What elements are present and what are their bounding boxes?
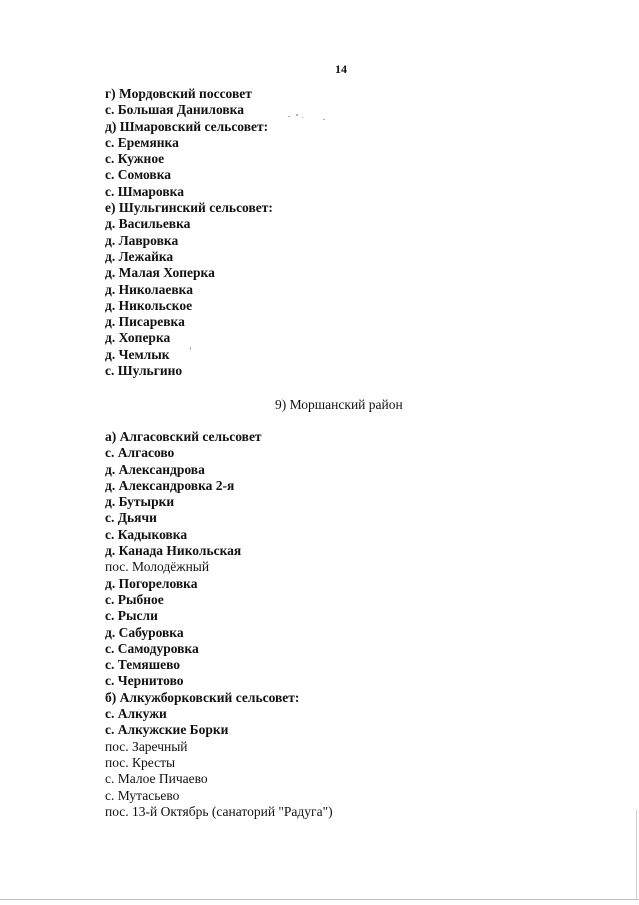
- scan-speck: [190, 347, 191, 350]
- list-item: д. Хоперка: [105, 330, 171, 346]
- list-item: д) Шмаровский сельсовет:: [105, 118, 269, 134]
- settlement-list-top: [105, 86, 273, 379]
- page-bottom-edge: [0, 899, 639, 900]
- scan-speck: [302, 117, 303, 118]
- list-item: с. Темяшево: [105, 657, 181, 673]
- list-item: пос. Кресты: [105, 754, 176, 770]
- list-item: б) Алкужборковский сельсовет:: [105, 689, 300, 705]
- list-item: пос. 13-й Октябрь (санаторий "Радуга"): [105, 803, 333, 819]
- list-item: с. Чернитово: [105, 673, 184, 689]
- section-heading: 9) Моршанский район: [275, 397, 403, 412]
- list-item: а) Алгасовский сельсовет: [105, 429, 262, 444]
- list-item: г) Мордовский поссовет: [105, 86, 252, 101]
- list-item: д. Писаревка: [105, 314, 185, 330]
- list-item: пос. Заречный: [105, 738, 188, 754]
- list-item: с. Шульгино: [105, 363, 183, 379]
- list-item: с. Самодуровка: [105, 640, 199, 656]
- list-item: д. Лежайка: [105, 248, 174, 264]
- list-item: с. Шмаровка: [105, 183, 184, 199]
- list-item: с. Рыбное: [105, 591, 164, 607]
- list-item: д. Николаевка: [105, 281, 193, 297]
- list-item: с. Еремянка: [105, 134, 179, 150]
- scan-speck: [296, 114, 298, 116]
- list-item: д. Лавровка: [105, 232, 179, 248]
- list-item: д. Чемлык: [105, 346, 170, 362]
- list-item: пос. Молодёжный: [105, 559, 210, 575]
- list-item: д. Васильевка: [105, 216, 191, 232]
- list-item: е) Шульгинский сельсовет:: [105, 200, 273, 216]
- list-item: с. Мутасьево: [105, 787, 180, 803]
- list-item: д. Бутырки: [105, 494, 175, 510]
- list-item: с. Кадыковка: [105, 526, 188, 542]
- scan-speck: [323, 119, 325, 120]
- list-item: с. Малое Пичаево: [105, 771, 208, 787]
- list-item: д. Александровка 2-я: [105, 477, 235, 493]
- settlement-list-bottom: [105, 429, 333, 820]
- scan-edge-shadow: [636, 810, 637, 900]
- list-item: д. Сабуровка: [105, 624, 184, 640]
- list-item: с. Алгасово: [105, 445, 175, 461]
- list-item: с. Большая Даниловка: [105, 102, 244, 118]
- list-item: д. Никольское: [105, 297, 193, 313]
- list-item: д. Александрова: [105, 461, 205, 477]
- list-item: д. Канада Никольская: [105, 543, 242, 559]
- scan-speck: [288, 116, 290, 117]
- list-item: д. Погореловка: [105, 575, 198, 591]
- page-number: 14: [335, 62, 347, 76]
- list-item: д. Малая Хоперка: [105, 265, 215, 281]
- list-item: с. Алкужские Борки: [105, 722, 229, 738]
- list-item: с. Дьячи: [105, 510, 157, 526]
- list-item: с. Кужное: [105, 151, 165, 167]
- list-item: с. Сомовка: [105, 167, 172, 183]
- list-item: с. Алкужи: [105, 706, 167, 722]
- list-item: с. Рысли: [105, 608, 158, 624]
